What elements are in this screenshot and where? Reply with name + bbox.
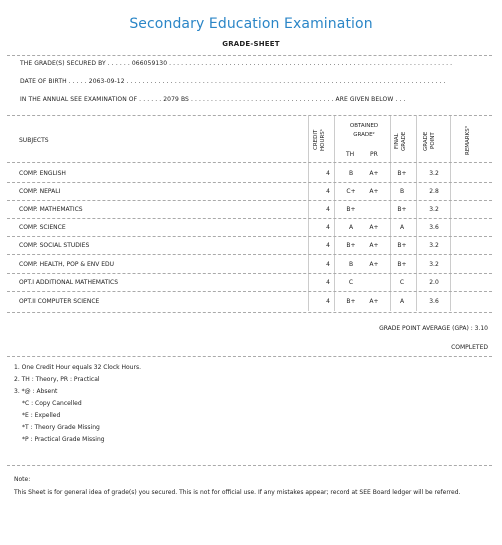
divider xyxy=(7,465,492,466)
subject-name: OPT.I ADDITIONAL MATHEMATICS xyxy=(19,279,119,286)
table-row xyxy=(7,256,492,273)
theory-grade: C+ xyxy=(346,188,356,195)
page-title: Secondary Education Examination xyxy=(129,16,373,32)
header-subjects: SUBJECTS xyxy=(19,137,49,144)
result-status: COMPLETED xyxy=(451,344,488,351)
final-grade: B xyxy=(399,188,405,195)
grade-point: 3.2 xyxy=(429,242,439,249)
footnote: 2. TH : Theory, PR : Practical xyxy=(14,376,100,383)
practical-grade: A+ xyxy=(369,188,379,195)
credit-hours: 4 xyxy=(326,188,330,195)
subject-name: OPT.II COMPUTER SCIENCE xyxy=(19,298,100,305)
grade-point: 3.2 xyxy=(429,261,439,268)
table-row xyxy=(7,201,492,218)
theory-grade: A xyxy=(348,224,354,231)
grade-point: 3.2 xyxy=(429,206,439,213)
grade-point: 3.2 xyxy=(429,170,439,177)
credit-hours: 4 xyxy=(326,279,330,286)
header-th: TH xyxy=(346,151,355,158)
theory-grade: B+ xyxy=(346,242,356,249)
divider xyxy=(7,291,492,292)
footnote: 3. *@ : Absent xyxy=(14,388,58,395)
subject-name: COMP. ENGLISH xyxy=(19,170,66,177)
final-grade: C xyxy=(399,279,405,286)
table-row xyxy=(7,293,492,310)
footnote: *E : Expelled xyxy=(22,412,61,419)
credit-hours: 4 xyxy=(326,242,330,249)
credit-hours: 4 xyxy=(326,170,330,177)
practical-grade: A+ xyxy=(369,242,379,249)
final-grade: B+ xyxy=(397,242,407,249)
divider xyxy=(7,162,492,163)
table-row xyxy=(7,274,492,291)
practical-grade: A+ xyxy=(369,170,379,177)
divider xyxy=(7,254,492,255)
final-grade: A xyxy=(399,298,405,305)
table-row xyxy=(7,183,492,200)
divider xyxy=(7,55,492,56)
subject-name: COMP. MATHEMATICS xyxy=(19,206,83,213)
credit-hours: 4 xyxy=(326,206,330,213)
theory-grade: B xyxy=(348,261,354,268)
header-obtained-grade: OBTAINED GRADE² xyxy=(349,123,379,138)
table-row xyxy=(7,165,492,182)
header-grade-point: GRADE POINT xyxy=(423,131,436,151)
divider xyxy=(7,312,492,313)
exam-year-line: IN THE ANNUAL SEE EXAMINATION OF . . . . . . 2079 BS . . . . . . . . . . . . . . . . . . . . . . . . . . . . . . . . . . . . ARE GIVEN BELOW . . . xyxy=(20,96,406,103)
grade-point: 3.6 xyxy=(429,224,439,231)
subject-name: COMP. HEALTH, POP & ENV EDU xyxy=(19,261,115,268)
theory-grade: B+ xyxy=(346,298,356,305)
student-symbol-line: THE GRADE(S) SECURED BY . . . . . . 066059130 . . . . . . . . . . . . . . . . . . . . . . . . . . . . . . . . . . . . . . . . . . . . . . . . . . . . . . . . . . . . . . . . . . . . . . . xyxy=(20,60,453,67)
subject-name: COMP. SOCIAL STUDIES xyxy=(19,242,90,249)
grade-point: 2.0 xyxy=(429,279,439,286)
final-grade: B+ xyxy=(397,170,407,177)
footnote: *C : Copy Cancelled xyxy=(22,400,82,407)
credit-hours: 4 xyxy=(326,261,330,268)
practical-grade: A+ xyxy=(369,261,379,268)
theory-grade: C xyxy=(348,279,354,286)
footnote: 1. One Credit Hour equals 32 Clock Hours. xyxy=(14,364,141,371)
final-grade: A xyxy=(399,224,405,231)
header-remarks: REMARKS³ xyxy=(465,126,471,156)
subject-name: COMP. SCIENCE xyxy=(19,224,66,231)
sheet-subtitle: GRADE-SHEET xyxy=(222,40,280,48)
grade-point: 3.6 xyxy=(429,298,439,305)
disclaimer-text: This Sheet is for general idea of grade(s) you secured. This is not for official use. If any mistakes appear; record at SEE Board ledger will be referred. xyxy=(14,489,461,496)
date-of-birth-line: DATE OF BIRTH . . . . . 2063-09-12 . . . . . . . . . . . . . . . . . . . . . . . . . . . . . . . . . . . . . . . . . . . . . . . . . . . . . . . . . . . . . . . . . . . . . . . . . . . . . . . . xyxy=(20,78,446,85)
gpa-summary: GRADE POINT AVERAGE (GPA) : 3.10 xyxy=(379,325,488,332)
practical-grade: A+ xyxy=(369,298,379,305)
table-row xyxy=(7,219,492,236)
credit-hours: 4 xyxy=(326,224,330,231)
footnote: *T : Theory Grade Missing xyxy=(22,424,100,431)
header-pr: PR xyxy=(370,151,378,158)
footnote: *P : Practical Grade Missing xyxy=(22,436,105,443)
divider xyxy=(7,115,492,116)
credit-hours: 4 xyxy=(326,298,330,305)
grade-point: 2.8 xyxy=(429,188,439,195)
table-row xyxy=(7,237,492,254)
divider xyxy=(7,356,492,357)
header-final-grade: FINAL GRADE xyxy=(394,131,407,151)
disclaimer-heading: Note: xyxy=(14,476,31,483)
subject-name: COMP. NEPALI xyxy=(19,188,61,195)
theory-grade: B+ xyxy=(346,206,356,213)
practical-grade: A+ xyxy=(369,224,379,231)
theory-grade: B xyxy=(348,170,354,177)
header-credit-hours: CREDIT HOURS¹ xyxy=(313,129,326,152)
final-grade: B+ xyxy=(397,261,407,268)
final-grade: B+ xyxy=(397,206,407,213)
